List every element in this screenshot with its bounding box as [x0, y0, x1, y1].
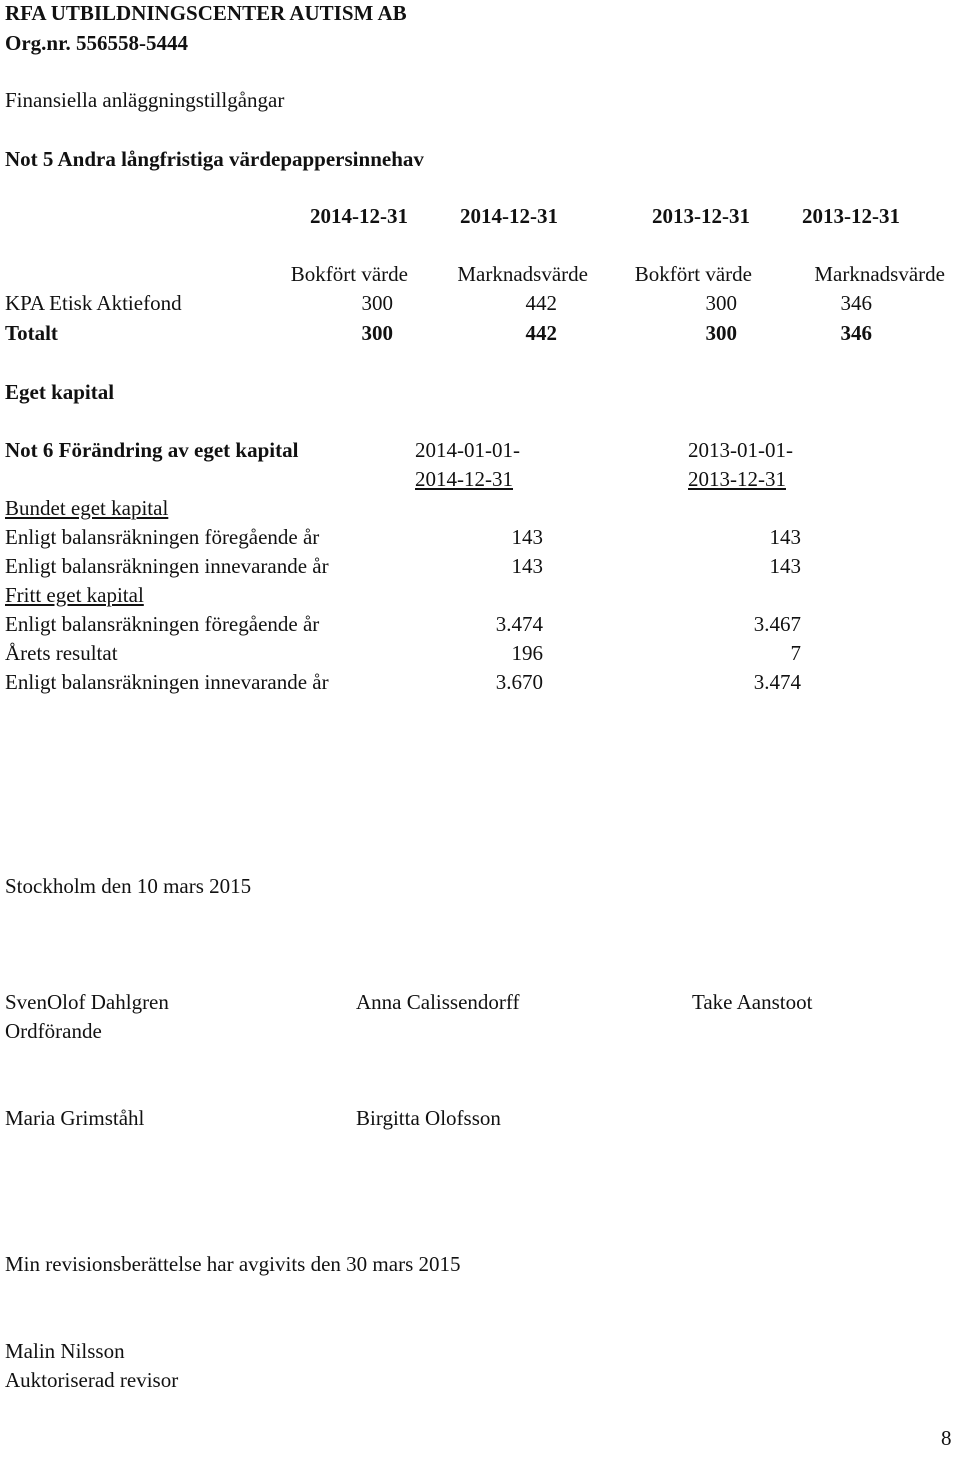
signatory-name: SvenOlof Dahlgren: [5, 990, 169, 1014]
equity-row-label: Enligt balansräkningen föregående år: [5, 525, 320, 549]
note5-row-value: 300: [705, 291, 737, 315]
note5-col-label-1: Bokfört värde: [290, 262, 408, 286]
equity-row-label: Enligt balansräkningen innevarande år: [5, 554, 329, 578]
bundet-heading: Bundet eget kapital: [5, 496, 169, 520]
note6-period1-end: 2014-12-31: [415, 467, 513, 491]
equity-row-value: 3.474: [495, 612, 543, 636]
note5-total-value: 300: [361, 321, 393, 345]
audit-statement: Min revisionsberättelse har avgivits den 30 mars 2015: [5, 1252, 461, 1276]
note5-row-value: 346: [840, 291, 872, 315]
note6-period1-start: 2014-01-01-: [415, 438, 520, 462]
note6-title: Not 6 Förändring av eget kapital: [5, 438, 299, 462]
equity-row-value: 3.467: [753, 612, 801, 636]
signatory-name: Birgitta Olofsson: [356, 1106, 501, 1130]
equity-row-label: Enligt balansräkningen innevarande år: [5, 670, 329, 694]
signatory-role: Ordförande: [5, 1019, 102, 1043]
equity-row-value: 143: [769, 554, 801, 578]
note5-col-label-2: Marknadsvärde: [457, 262, 588, 286]
org-number: Org.nr. 556558-5444: [5, 31, 188, 55]
note5-row-value: 300: [361, 291, 393, 315]
note5-date-1: 2014-12-31: [310, 204, 408, 228]
page-number: 8: [941, 1426, 952, 1450]
note5-total-value: 300: [705, 321, 737, 345]
equity-row-value: 3.474: [753, 670, 801, 694]
equity-row-value: 143: [769, 525, 801, 549]
note5-total-value: 442: [525, 321, 557, 345]
equity-row-value: 3.670: [495, 670, 543, 694]
equity-row-value: 7: [790, 641, 801, 665]
signatory-name: Take Aanstoot: [692, 990, 813, 1014]
note6-period2-end: 2013-12-31: [688, 467, 786, 491]
note5-row-value: 442: [525, 291, 557, 315]
note5-date-3: 2013-12-31: [652, 204, 750, 228]
signatory-name: Maria Grimståhl: [5, 1106, 145, 1130]
note5-col-label-3: Bokfört värde: [634, 262, 752, 286]
note5-title: Not 5 Andra långfristiga värdepappersinnehav: [5, 147, 424, 171]
equity-row-label: Enligt balansräkningen föregående år: [5, 612, 320, 636]
equity-row-value: 143: [511, 554, 543, 578]
section-title-equity: Eget kapital: [5, 380, 115, 404]
equity-row-value: 143: [511, 525, 543, 549]
note5-date-2: 2014-12-31: [460, 204, 558, 228]
equity-row-label: Årets resultat: [5, 641, 118, 665]
signatory-name: Anna Calissendorff: [356, 990, 520, 1014]
note5-row-label: KPA Etisk Aktiefond: [5, 291, 182, 315]
note6-period2-start: 2013-01-01-: [688, 438, 793, 462]
note5-col-label-4: Marknadsvärde: [814, 262, 945, 286]
place-date: Stockholm den 10 mars 2015: [5, 874, 252, 898]
auditor-name: Malin Nilsson: [5, 1339, 125, 1363]
note5-total-value: 346: [840, 321, 872, 345]
org-name: RFA UTBILDNINGSCENTER AUTISM AB: [5, 1, 407, 25]
equity-row-value: 196: [511, 641, 543, 665]
auditor-title: Auktoriserad revisor: [5, 1368, 179, 1392]
fritt-heading: Fritt eget kapital: [5, 583, 144, 607]
note5-total-label: Totalt: [5, 321, 58, 345]
note5-date-4: 2013-12-31: [802, 204, 900, 228]
section-title-financial: Finansiella anläggningstillgångar: [5, 88, 285, 112]
